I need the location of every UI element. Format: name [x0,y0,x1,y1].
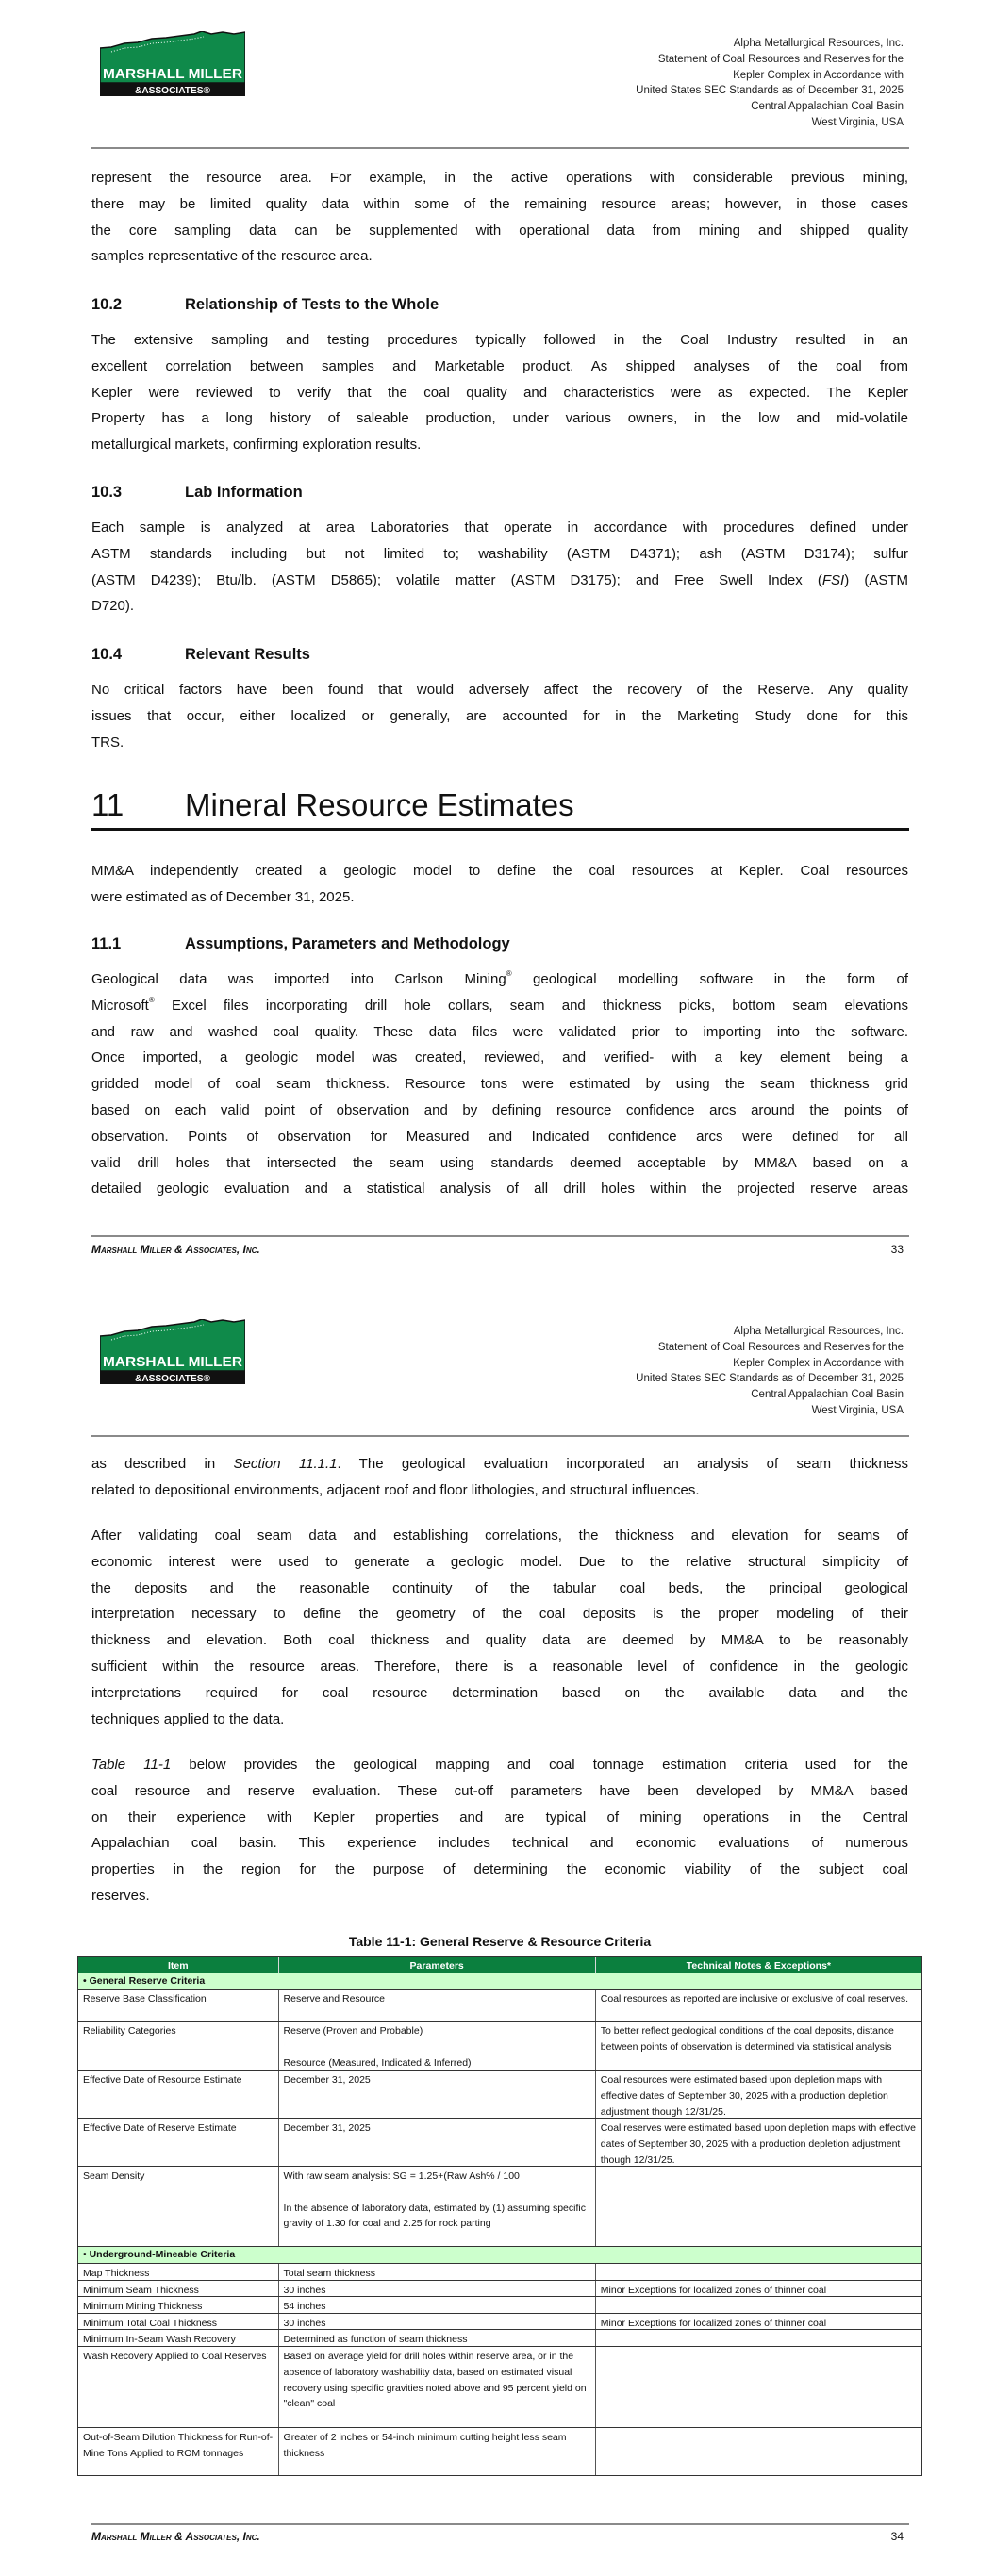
paragraph [91,165,908,270]
table-row [77,2264,922,2281]
text-line: the deposits and the reasonable continuity of the tabular coal beds, the principal geological [91,1579,908,1596]
heading-title: Relevant Results [185,646,310,663]
table-cell: Coal resources as reported are inclusive or exclusive of coal reserves. [600,1993,909,2005]
logo-subtext: &ASSOCIATES® [135,1374,211,1384]
text-line: MM&A independently created a geologic model to define the coal resources at Kepler. Coal resources [91,863,908,879]
header-line: West Virginia, USA [811,1404,904,1416]
table-cell: Map Thickness [78,2264,279,2280]
text-line: related to depositional environments, adjacent roof and floor lithologies, and structural influences. [91,1481,700,1498]
text-segment: below provides the geological mapping and coal tonnage estimation criteria used for the [171,1757,908,1773]
table-cell: Out-of-Seam Dilution Thickness for Run-of-Mine Tons Applied to ROM tonnages [78,2428,279,2475]
table-cell: December 31, 2025 [279,2119,596,2166]
header-line: Kepler Complex in Accordance with [733,1357,904,1369]
header-line: United States SEC Standards as of December 31, 2025 [636,85,904,97]
heading-title: Lab Information [185,484,303,501]
paragraph [91,677,908,755]
text-segment: (ASTM D4239); Btu/lb. (ASTM D5865); volatile matter (ASTM D3175); and Free Swell Index ( [91,571,822,588]
table-cell: Reserve Base Classification [78,1990,279,2021]
text-line: excellent correlation between samples and Marketable product. As shipped analyses of the coal from [91,357,908,374]
text-line: coal resource and reserve evaluation. These cut-off parameters have been developed by MM&A based [91,1782,908,1799]
text-line: economic interest were used to generate a geologic model. Due to the relative structural simplicity of [91,1553,908,1570]
heading-number: 11.1 [91,935,122,952]
text-segment: as described in [91,1456,234,1472]
text-line: gridded model of coal seam thickness. Resource tons were estimated by using the seam thickness grid [91,1076,908,1093]
document-header [636,1324,904,1419]
heading-title: Relationship of Tests to the Whole [185,296,439,313]
text-line: Each sample is analyzed at area Laboratories that operate in accordance with procedures defined under [91,520,908,536]
table-cell: Coal reserves were estimated based upon depletion maps with effective dates of September 30, 2025 with a production depletion adjustment though 12/31/25. [600,2122,917,2166]
header-line: Alpha Metallurgical Resources, Inc. [733,38,904,49]
text-line: represent the resource area. For example, in the active operations with considerable previous mining, [91,170,908,186]
text-line: Property has a long history of saleable production, under various owners, in the low and mid-volatile [91,410,908,427]
document-header [636,36,904,131]
table-cell: 30 inches [279,2281,596,2296]
text-line: based on each valid point of observation and by defining resource confidence arcs around the points of [91,1101,908,1118]
table-cell [596,2167,921,2246]
text-segment: Excel files incorporating drill hole collars, seam and thickness picks, bottom seam elevations [154,997,908,1014]
heading-number: 10.2 [91,296,123,313]
column-header: Technical Notes & Exceptions* [686,1960,832,1972]
text-line: valid drill holes that intersected the seam using standards deemed acceptable by MM&A based on a [91,1154,908,1171]
table-row [77,2347,922,2428]
text-segment: ) (ASTM [844,571,908,588]
text-segment: Section 11.1.1 [233,1456,338,1472]
text-line [91,568,908,594]
text-line: detailed geologic evaluation and a statistical analysis of all drill holes within the projected reserve areas [91,1181,908,1197]
footer-company: Marshall Miller & Associates, Inc. [91,2530,260,2543]
paragraph [91,1752,908,1909]
marshall-miller-logo [100,31,245,96]
table-cell: Total seam thickness [279,2264,596,2280]
text-segment: Table 11-1 [91,1757,172,1773]
paragraph [91,858,908,911]
header-line: United States SEC Standards as of December 31, 2025 [636,1373,904,1385]
table-cell: 30 inches [279,2314,596,2329]
header-line: Statement of Coal Resources and Reserves for the [657,1341,904,1353]
table-cell: Minimum In-Seam Wash Recovery [78,2330,279,2346]
table-cell: To better reflect geological conditions of the coal deposits, distance between points of observation is determined via statistical analysis [600,2025,894,2053]
paragraph [91,1451,908,1504]
page-footer [91,1242,904,1257]
table-section-row: • Underground-Mineable Criteria [77,2247,922,2264]
paragraph [91,327,908,458]
footer-company: Marshall Miller & Associates, Inc. [91,1243,260,1256]
text-line: metallurgical markets, confirming exploration results. [91,437,422,454]
text-segment: FSI [821,571,845,588]
page-number: 33 [890,1243,904,1256]
column-header: Parameters [279,1957,596,1973]
table-cell: Minimum Mining Thickness [78,2297,279,2313]
table-row [77,2297,922,2314]
table-cell: Minor Exceptions for localized zones of thinner coal [600,2318,827,2329]
table-row [77,2314,922,2330]
text-line: and raw and washed coal quality. These data files were validated prior to importing into the software. [91,1023,908,1040]
table-row [77,2119,922,2167]
logo-text: MARSHALL MILLER [103,1354,243,1370]
table-cell: Reliability Categories [78,2022,279,2070]
criteria-table [77,1956,922,2476]
text-line: ASTM standards including but not limited to; washability (ASTM D4371); ash (ASTM D3174); sulfur [91,545,908,562]
text-line [91,966,908,993]
paragraph [91,515,908,619]
header-rule [91,147,909,149]
header-line: Statement of Coal Resources and Reserves for the [657,53,904,65]
table-section-row: • General Reserve Criteria [77,1973,922,1990]
table-row [77,2022,922,2071]
table-header-row [77,1956,922,1973]
text-line: observation. Points of observation for Measured and Indicated confidence arcs were defined for all [91,1128,908,1145]
table-cell: With raw seam analysis: SG = 1.25+(Raw Ash% / 100 In the absence of laboratory data, estimated by (1) assuming specific gravity of 1.30 for coal and 2.25 for rock parting [279,2167,596,2246]
text-line [91,1451,908,1478]
footer-rule [91,1235,909,1237]
table-cell: Minimum Total Coal Thickness [78,2314,279,2329]
text-line: interpretations required for coal resource determination based on the available data and the [91,1684,908,1701]
text-segment: Geological data was imported into Carlson Mining [91,971,506,987]
text-line: techniques applied to the data. [91,1710,285,1727]
table-cell: Minimum Seam Thickness [78,2281,279,2296]
text-line: No critical factors have been found that would adversely affect the recovery of the Reserve. Any quality [91,682,908,698]
text-line: issues that occur, either localized or generally, are accounted for in the Marketing Study done for this [91,707,908,724]
table-cell: December 31, 2025 [279,2071,596,2118]
registered-mark: ® [148,995,155,1004]
table-row [77,2428,922,2476]
table-cell: Minor Exceptions for localized zones of thinner coal [600,2285,827,2296]
header-rule [91,1435,909,1437]
heading-title: Assumptions, Parameters and Methodology [185,935,510,952]
marshall-miller-logo [100,1319,245,1384]
page-number: 34 [890,2530,904,2543]
text-line: on their experience with Kepler properties and are typical of mining operations in the Central [91,1808,908,1825]
table-row [77,2281,922,2297]
text-line: thickness and elevation. Both coal thickness and quality data are deemed by MM&A to be reasonably [91,1632,908,1649]
text-line: Appalachian coal basin. This experience includes technical and economic evaluations of numerous [91,1835,908,1852]
table-body [77,1973,922,2476]
text-segment: Microsoft [91,997,149,1014]
registered-mark: ® [506,969,512,978]
table-cell: Determined as function of seam thickness [279,2330,596,2346]
text-line: After validating coal seam data and establishing correlations, the thickness and elevation for seams of [91,1527,908,1544]
chapter-heading-11 [91,786,909,831]
text-line: interpretation necessary to define the geometry of the coal deposits is the proper modeling of their [91,1606,908,1623]
heading-number: 11 [91,787,124,822]
table-cell: Seam Density [78,2167,279,2246]
text-line [91,993,908,1019]
text-segment: . The geological evaluation incorporated an analysis of seam thickness [337,1456,908,1472]
text-line: Kepler were reviewed to verify that the coal quality and characteristics were as expected. The Kepler [91,384,908,401]
header-line: Central Appalachian Coal Basin [751,101,904,113]
text-line: samples representative of the resource area. [91,248,373,265]
header-line: Alpha Metallurgical Resources, Inc. [733,1326,904,1337]
text-line: there may be limited quality data within some of the remaining resource areas; however, in those cases [91,195,908,212]
table-cell: Coal resources were estimated based upon depletion maps with effective dates of September 30, 2025 with a production depletion adjustment though 12/31/25. [600,2074,888,2118]
logo-text: MARSHALL MILLER [103,66,243,82]
table-cell: Reserve (Proven and Probable) Resource (Measured, Indicated & Inferred) [279,2022,596,2070]
table-row [77,1990,922,2022]
table-cell: Wash Recovery Applied to Coal Reserves [78,2347,279,2427]
text-line: sufficient within the resource areas. Therefore, there is a reasonable level of confidence in the geologic [91,1658,908,1675]
table-cell [596,2297,921,2313]
heading-number: 10.3 [91,484,123,501]
paragraph [91,966,908,1202]
page-footer [91,2529,904,2544]
table-cell [596,2330,921,2346]
text-line: the core sampling data can be supplemented with operational data from mining and shipped quality [91,222,908,239]
page-34 [0,1288,995,2576]
header-line: West Virginia, USA [811,116,904,128]
text-line: reserves. [91,1887,150,1904]
text-line: were estimated as of December 31, 2025. [91,888,355,905]
column-header: Item [78,1957,279,1973]
table-row [77,2330,922,2347]
table-cell: Greater of 2 inches or 54-inch minimum cutting height less seam thickness [279,2428,596,2475]
text-line: properties in the region for the purpose of determining the economic viability of the subject coal [91,1861,908,1878]
heading-title: Mineral Resource Estimates [185,787,574,822]
logo-subtext: &ASSOCIATES® [135,86,211,96]
table-cell: 54 inches [279,2297,596,2313]
text-line: The extensive sampling and testing procedures typically followed in the Coal Industry resulted in an [91,332,908,348]
table-row [77,2167,922,2247]
footer-rule [91,2523,909,2525]
heading-number: 10.4 [91,646,123,663]
header-line: Kepler Complex in Accordance with [733,69,904,81]
table-title: Table 11-1: General Reserve & Resource Criteria [348,1934,652,1949]
text-segment: geological modelling software in the form of [511,971,908,987]
table-cell [596,2264,921,2280]
table-cell: Effective Date of Reserve Estimate [78,2119,279,2166]
text-line: D720). [91,598,135,615]
text-line: TRS. [91,734,124,751]
table-cell: Reserve and Resource [279,1990,596,2021]
table-cell [596,2428,921,2475]
table-cell: Effective Date of Resource Estimate [78,2071,279,2118]
text-line [91,1752,908,1778]
text-line: Once imported, a geologic model was created, reviewed, and verified- with a key element being a [91,1049,908,1066]
paragraph [91,1523,908,1732]
header-line: Central Appalachian Coal Basin [751,1389,904,1401]
table-row [77,2071,922,2119]
table-cell: Based on average yield for drill holes within reserve area, or in the absence of laboratory washability data, based on estimated visual recovery using specific gravities noted above and 95 percent yield on "clean" coal [279,2347,596,2427]
table-cell [596,2347,921,2427]
